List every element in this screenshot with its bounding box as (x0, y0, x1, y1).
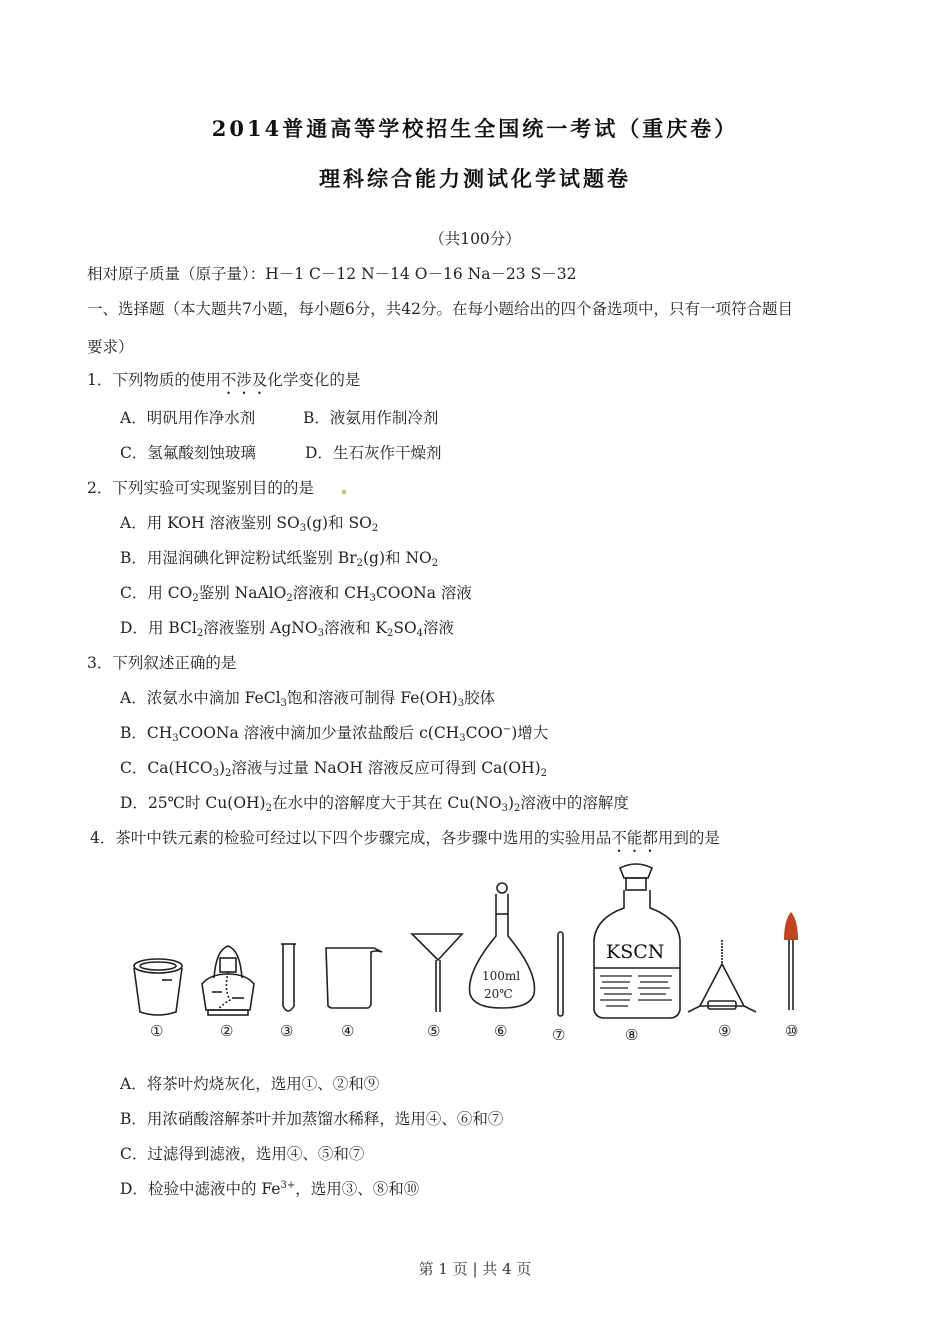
subscript: 3 (299, 523, 307, 534)
subscript: 3 (317, 628, 324, 639)
subscript: 2 (514, 803, 521, 814)
emphasized-text: 不能都 (611, 829, 658, 847)
question-2-option-c (120, 583, 472, 603)
question-1-option-a (120, 408, 255, 428)
option-letter: B． (303, 409, 330, 427)
question-4-option-a (120, 1074, 379, 1094)
text-part: 溶液和 CH (292, 584, 370, 602)
option-letter: A． (120, 514, 147, 532)
text-part: ) (507, 794, 514, 812)
atomic-mass-line: 相对原子质量（原子量）：H－1 C－12 N－14 O－16 Na－23 S－32 (87, 265, 577, 283)
text-part: COO (465, 724, 503, 742)
stem-text: 茶叶中铁元素的检验可经过以下四个步骤完成，各步骤中选用的实验用品 (115, 829, 612, 847)
option-text: 生石灰作干燥剂 (332, 444, 442, 462)
superscript: 3+ (280, 1180, 296, 1191)
subscript: 3 (212, 768, 219, 779)
exam-title: 2014普通高等学校招生全国统一考试（重庆卷） (211, 116, 739, 141)
flask-volume-label: 100ml (482, 969, 521, 983)
stem-text: 化学变化的是 (267, 371, 361, 389)
option-letter: C． (120, 584, 148, 602)
text-part: 用 CO (147, 584, 193, 602)
apparatus-label-1: ① (150, 1022, 164, 1040)
section-intro-cont: 要求） (87, 338, 134, 356)
question-2-option-a (120, 513, 378, 533)
question-3-option-c (120, 758, 547, 778)
question-1-option-c (120, 443, 256, 463)
option-letter: D． (120, 794, 148, 812)
question-2-option-b (120, 548, 438, 568)
beaker-icon (326, 948, 382, 1008)
option-text: 明矾用作净水剂 (146, 409, 256, 427)
subscript: 2 (540, 768, 548, 779)
dropper-icon (789, 940, 793, 1010)
subscript: 3 (501, 803, 508, 814)
text-part: 在水中的溶解度大于其在 Cu(NO (271, 794, 502, 812)
option-text: 将茶叶灼烧灰化，选用①、②和⑨ (146, 1075, 380, 1093)
text-part: 胶体 (464, 689, 496, 707)
text-part: 鉴别 NaAlO (198, 584, 287, 602)
dropper-bulb-icon (784, 912, 798, 940)
clay-triangle-icon (688, 940, 756, 1012)
question-number: 4． (90, 829, 116, 847)
bottle-label: KSCN (606, 941, 665, 963)
exam-subtitle: 理科综合能力测试化学试题卷 (319, 166, 631, 191)
option-letter: D． (305, 444, 333, 462)
apparatus-label-3: ③ (280, 1022, 294, 1040)
section-intro: 一、选择题（本大题共7小题，每小题6分，共42分。在每小题给出的四个备选项中，只有一项符合题目 (87, 300, 793, 318)
text-part: (g)和 NO (363, 549, 432, 567)
subscript: 2 (265, 803, 272, 814)
text-part: ) (218, 759, 226, 777)
option-letter: B． (120, 549, 147, 567)
question-2-option-d (120, 618, 454, 638)
apparatus-label-10: ⑩ (785, 1022, 799, 1040)
subscript: 2 (356, 558, 363, 569)
text-part: 用湿润碘化钾淀粉试纸鉴别 Br (146, 549, 357, 567)
text-part: 用 BCl (147, 619, 197, 637)
option-letter: A． (120, 689, 147, 707)
subscript: 3 (457, 698, 465, 709)
text-part: 溶液 (423, 619, 455, 637)
option-text: 液氨用作制冷剂 (329, 409, 439, 427)
option-letter: C． (120, 1145, 148, 1163)
stem-text: 用到的是 (657, 829, 720, 847)
apparatus-label-5: ⑤ (427, 1022, 441, 1040)
question-4-option-d (120, 1179, 419, 1199)
text-part: CH (146, 724, 173, 742)
option-letter: B． (120, 724, 147, 742)
question-2-stem (87, 478, 314, 498)
subscript: 2 (386, 628, 394, 639)
question-3-option-d (120, 793, 629, 813)
text-part: Ca(HCO (147, 759, 213, 777)
test-tube-icon (281, 944, 296, 1011)
crucible-icon (134, 959, 182, 1015)
apparatus-label-9: ⑨ (718, 1022, 732, 1040)
subscript: 3 (459, 733, 466, 744)
option-letter: A． (120, 1075, 147, 1093)
subscript: 2 (225, 768, 232, 779)
text-part: 溶液和 K (323, 619, 387, 637)
subscript: 3 (280, 698, 287, 709)
question-number: 1． (87, 371, 113, 389)
text-part: COONa 溶液 (375, 584, 472, 602)
text-part: SO (393, 619, 417, 637)
question-1-stem (87, 370, 360, 398)
text-part: ，选用③、⑧和⑩ (295, 1180, 420, 1198)
text-part: )增大 (511, 724, 549, 742)
option-letter: A． (120, 409, 147, 427)
option-letter: D． (120, 619, 148, 637)
text-part: 溶液中的溶解度 (520, 794, 629, 812)
option-letter: C． (120, 759, 148, 777)
question-4-option-b (120, 1109, 503, 1129)
page-footer: 第 1 页 | 共 4 页 (418, 1260, 532, 1278)
question-3-option-a (120, 688, 495, 708)
superscript: − (502, 724, 512, 735)
question-1-option-b (303, 408, 438, 428)
subscript: 3 (172, 733, 179, 744)
lab-apparatus-figure (120, 860, 840, 1050)
text-part: (g)和 SO (306, 514, 372, 532)
question-4-option-c (120, 1144, 364, 1164)
option-text: 氢氟酸刻蚀玻璃 (147, 444, 256, 462)
text-part: 饱和溶液可制得 Fe(OH) (286, 689, 458, 707)
text-part: 浓氨水中滴加 FeCl (146, 689, 281, 707)
apparatus-label-6: ⑥ (494, 1022, 508, 1040)
option-letter: B． (120, 1110, 147, 1128)
text-part: 溶液与过量 NaOH 溶液反应可得到 Ca(OH) (231, 759, 541, 777)
stem-text: 下列叙述正确的是 (112, 654, 237, 672)
flask-temp-label: 20℃ (484, 987, 513, 1001)
question-4-stem (90, 828, 720, 856)
apparatus-label-4: ④ (341, 1022, 355, 1040)
text-part: COONa 溶液中滴加少量浓盐酸后 c(CH (178, 724, 460, 742)
text-part: 溶液鉴别 AgNO (203, 619, 318, 637)
text-part: 检验中滤液中的 Fe (147, 1180, 281, 1198)
subscript: 2 (286, 593, 293, 604)
alcohol-lamp-icon (202, 946, 254, 1015)
subscript: 2 (431, 558, 439, 569)
subscript: 2 (192, 593, 199, 604)
question-number: 2． (87, 479, 113, 497)
apparatus-label-7: ⑦ (552, 1026, 566, 1044)
stem-text: 下列实验可实现鉴别目的的是 (112, 479, 314, 497)
question-3-stem (87, 653, 236, 673)
option-letter: D． (120, 1180, 148, 1198)
emphasized-text: 不涉及 (220, 371, 268, 389)
artifact-dot (342, 490, 346, 494)
total-score: （共100分） (429, 230, 521, 248)
question-number: 3． (87, 654, 113, 672)
option-letter: C． (120, 444, 148, 462)
subscript: 2 (371, 523, 379, 534)
apparatus-label-8: ⑧ (625, 1026, 639, 1044)
option-text: 用浓硝酸溶解茶叶并加蒸馏水稀释，选用④、⑥和⑦ (146, 1110, 504, 1128)
question-3-option-b (120, 723, 548, 743)
text-part: 用 KOH 溶液鉴别 SO (146, 514, 300, 532)
apparatus-label-2: ② (220, 1022, 234, 1040)
subscript: 2 (196, 628, 204, 639)
subscript: 3 (369, 593, 376, 604)
glass-rod-icon (558, 932, 563, 1016)
subscript: 4 (416, 628, 424, 639)
funnel-icon (412, 934, 462, 1012)
option-text: 过滤得到滤液，选用④、⑤和⑦ (147, 1145, 365, 1163)
question-1-option-d (305, 443, 441, 463)
stem-text: 下列物质的使用 (112, 371, 221, 389)
text-part: 25℃时 Cu(OH) (147, 794, 266, 812)
